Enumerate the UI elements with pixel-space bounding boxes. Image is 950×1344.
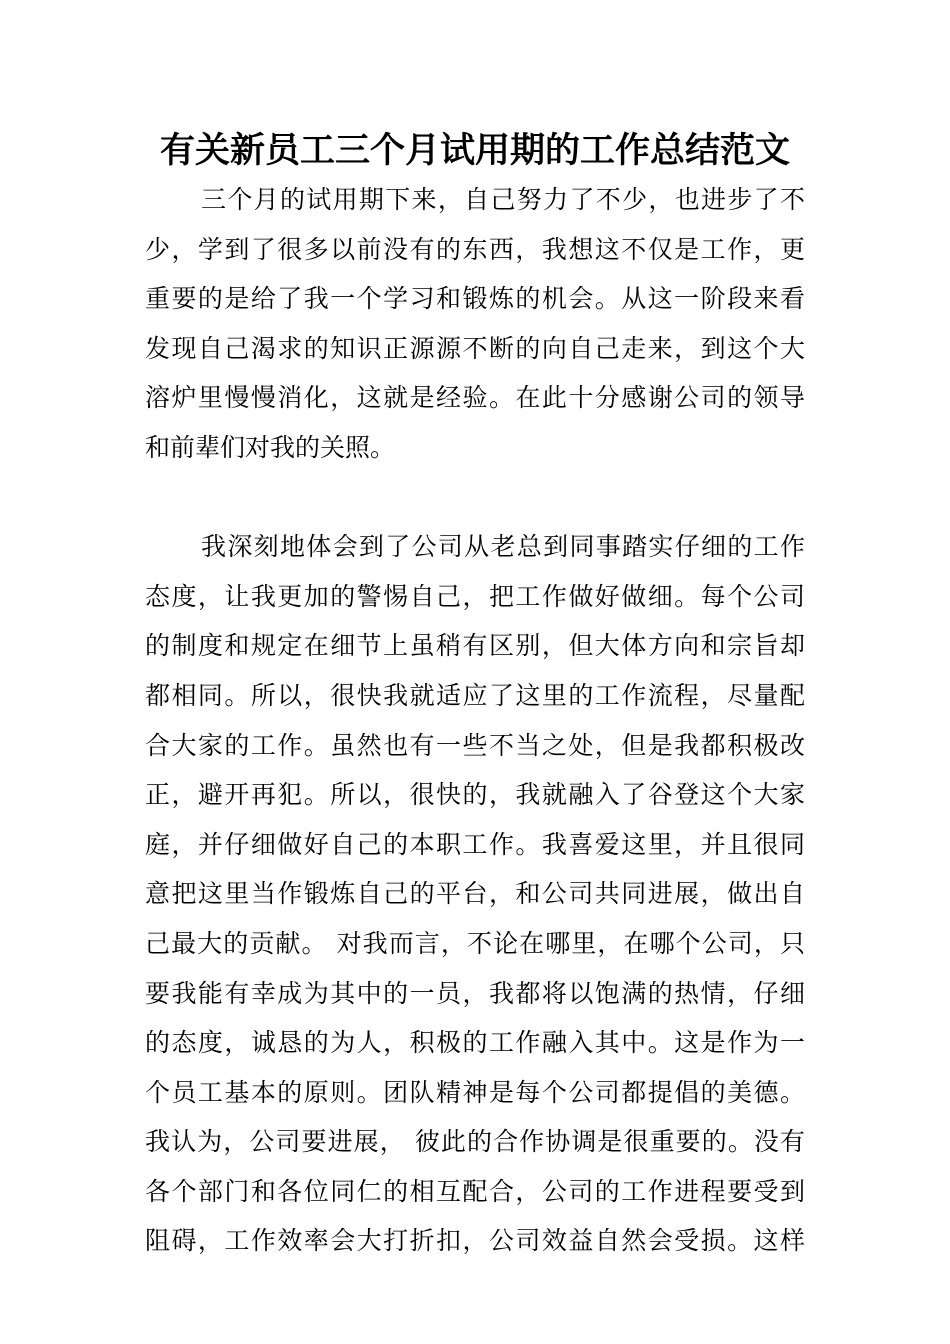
paragraph-line: 合大家的工作。虽然也有一些不当之处，但是我都积极改 bbox=[145, 730, 805, 760]
paragraph-line: 和前辈们对我的关照。 bbox=[145, 432, 396, 462]
paragraph-line: 态度，让我更加的警惕自己，把工作做好做细。每个公司 bbox=[145, 581, 805, 611]
paragraph-line: 各个部门和各位同仁的相互配合，公司的工作进程要受到 bbox=[145, 1176, 805, 1206]
paragraph-spacer bbox=[145, 473, 805, 523]
paragraph-line: 的态度，诚恳的为人，积极的工作融入其中。这是作为一 bbox=[145, 1028, 805, 1058]
paragraph-line: 都相同。所以，很快我就适应了这里的工作流程，尽量配 bbox=[145, 680, 805, 710]
paragraph-line: 少，学到了很多以前没有的东西，我想这不仅是工作，更 bbox=[145, 234, 805, 264]
paragraph-line: 己最大的贡献。 对我而言，不论在哪里，在哪个公司，只 bbox=[145, 928, 805, 958]
document-title: 有关新员工三个月试用期的工作总结范文 bbox=[159, 131, 790, 171]
paragraph-2 bbox=[145, 522, 805, 1266]
paragraph-line: 要我能有幸成为其中的一员，我都将以饱满的热情，仔细 bbox=[145, 978, 805, 1008]
paragraph-line: 的制度和规定在细节上虽稍有区别，但大体方向和宗旨却 bbox=[145, 631, 805, 661]
paragraph-line: 重要的是给了我一个学习和锻炼的机会。从这一阶段来看 bbox=[145, 284, 805, 314]
paragraph-1 bbox=[145, 175, 805, 473]
paragraph-line: 我认为，公司要进展， 彼此的合作协调是很重要的。没有 bbox=[145, 1127, 805, 1157]
paragraph-line: 个员工基本的原则。团队精神是每个公司都提倡的美德。 bbox=[145, 1077, 805, 1107]
paragraph-line: 我深刻地体会到了公司从老总到同事踏实仔细的工作 bbox=[201, 532, 805, 562]
paragraph-line: 正，避开再犯。所以，很快的，我就融入了谷登这个大家 bbox=[145, 780, 805, 810]
paragraph-line: 溶炉里慢慢消化，这就是经验。在此十分感谢公司的领导 bbox=[145, 383, 805, 413]
paragraph-line: 发现自己渴求的知识正源源不断的向自己走来，到这个大 bbox=[145, 333, 805, 363]
paragraph-line: 阻碍，工作效率会大打折扣，公司效益自然会受损。这样 bbox=[145, 1226, 805, 1256]
document-body bbox=[145, 175, 805, 1266]
paragraph-line: 庭，并仔细做好自己的本职工作。我喜爱这里，并且很同 bbox=[145, 829, 805, 859]
paragraph-line: 意把这里当作锻炼自己的平台，和公司共同进展，做出自 bbox=[145, 879, 805, 909]
paragraph-line: 三个月的试用期下来，自己努力了不少，也进步了不 bbox=[201, 185, 805, 214]
